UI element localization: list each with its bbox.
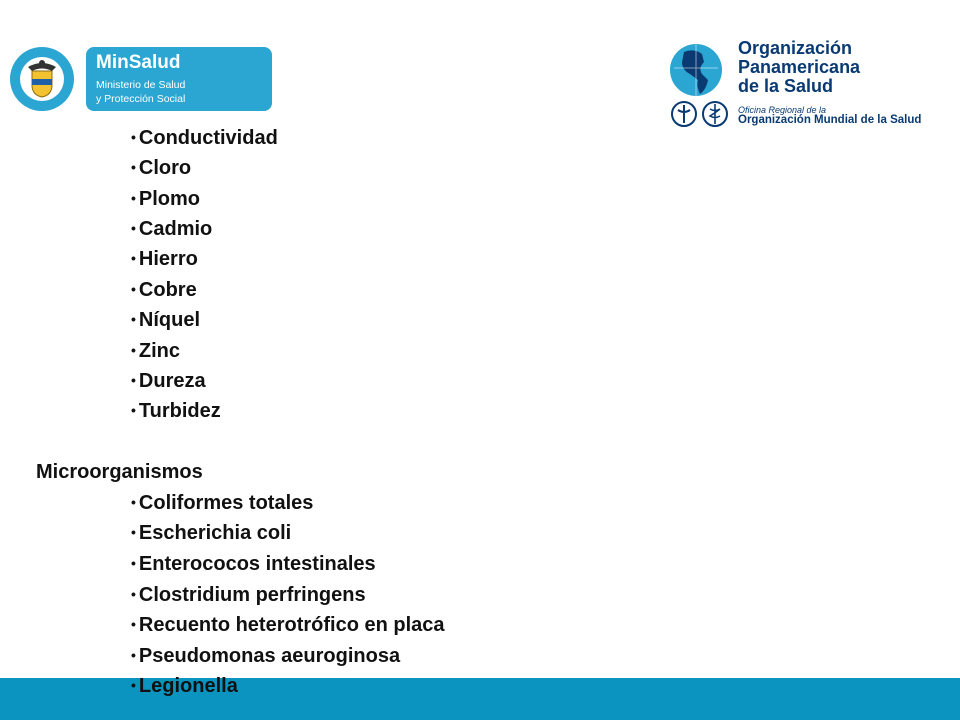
ops-subtitle-2: Organización Mundial de la Salud bbox=[738, 114, 922, 126]
bullet-icon: • bbox=[131, 555, 136, 571]
bullet-icon: • bbox=[131, 402, 136, 418]
bullet-icon: • bbox=[131, 220, 136, 236]
minsalud-brand: MinSalud bbox=[96, 52, 181, 73]
list-item: • Pseudomonas aeuroginosa bbox=[131, 645, 401, 667]
list-item: • Dureza bbox=[131, 370, 206, 392]
ops-title-line-1: Organización bbox=[738, 38, 853, 58]
bullet-icon: • bbox=[131, 129, 136, 145]
ops-title-line-3: de la Salud bbox=[738, 76, 834, 96]
ops-subtitle-1: Oficina Regional de la bbox=[738, 105, 827, 115]
list-item: • Plomo bbox=[131, 188, 201, 210]
bullet-icon: • bbox=[131, 494, 136, 510]
bullet-icon: • bbox=[131, 616, 136, 632]
list-item: • Cobre bbox=[131, 279, 197, 301]
minsalud-box bbox=[86, 47, 272, 111]
bullet-icon: • bbox=[131, 372, 136, 388]
bullet-icon: • bbox=[131, 311, 136, 327]
list-item: • Legionella bbox=[131, 675, 238, 697]
list-item: • Hierro bbox=[131, 248, 198, 270]
list-item: • Clostridium perfringens bbox=[131, 584, 366, 606]
bullet-icon: • bbox=[131, 524, 136, 540]
bullet-icon: • bbox=[131, 647, 136, 663]
bullet-icon: • bbox=[131, 677, 136, 693]
bullet-icon: • bbox=[131, 159, 136, 175]
list-item: • Níquel bbox=[131, 309, 201, 331]
colombia-seal-icon bbox=[8, 45, 76, 113]
who-emblem-icon bbox=[700, 100, 730, 128]
bullet-icon: • bbox=[131, 281, 136, 297]
bullet-icon: • bbox=[131, 586, 136, 602]
list-item: • Recuento heterotrófico en placa bbox=[131, 614, 445, 636]
minsalud-subtitle-1: Ministerio de Salud bbox=[96, 79, 186, 91]
minsalud-logo bbox=[8, 43, 272, 115]
globe-americas-icon bbox=[666, 38, 732, 100]
paho-emblem-icon bbox=[670, 100, 698, 128]
list-item: • Zinc bbox=[131, 340, 181, 362]
list-item: • Cadmio bbox=[131, 218, 213, 240]
bullet-icon: • bbox=[131, 342, 136, 358]
bullet-icon: • bbox=[131, 190, 136, 206]
list-item: • Enterococos intestinales bbox=[131, 553, 376, 575]
list-item: • Coliformes totales bbox=[131, 492, 314, 514]
bullet-icon: • bbox=[131, 250, 136, 266]
section-heading: Microorganismos bbox=[36, 461, 203, 483]
list-item: • Cloro bbox=[131, 157, 192, 179]
list-item: • Conductividad bbox=[131, 127, 278, 149]
ops-title-line-2: Panamericana bbox=[738, 57, 861, 77]
ops-logo bbox=[664, 36, 924, 136]
minsalud-subtitle-2: y Protección Social bbox=[96, 93, 186, 105]
list-item: • Escherichia coli bbox=[131, 522, 292, 544]
list-item: • Turbidez bbox=[131, 400, 221, 422]
